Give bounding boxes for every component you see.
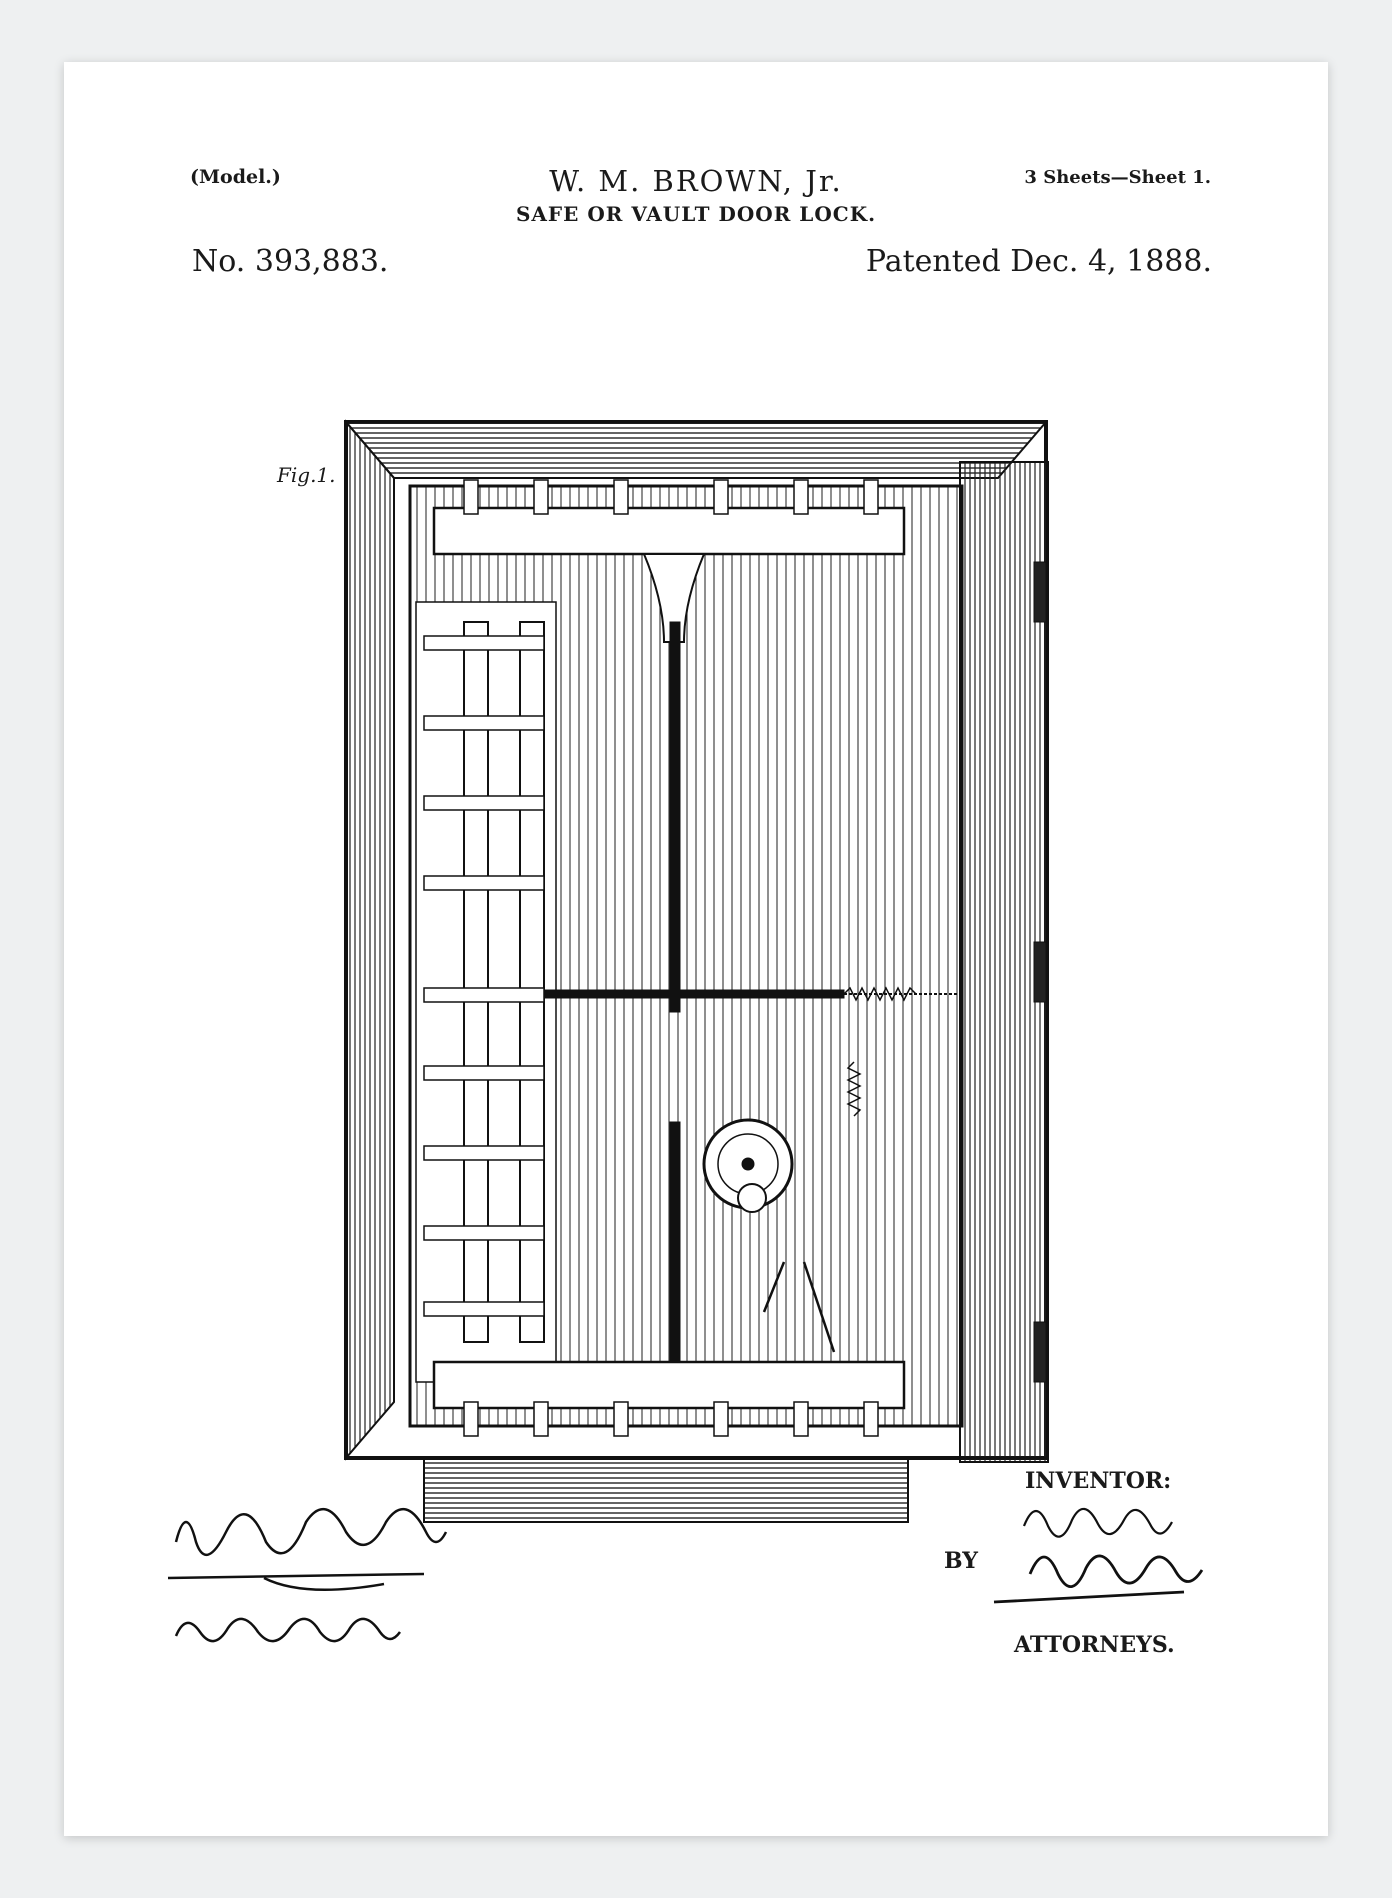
inventor-name: W. M. BROWN, Jr. — [549, 164, 843, 198]
patent-date: Patented Dec. 4, 1888. — [865, 244, 1212, 279]
witness-signature-dietrich — [168, 1509, 446, 1590]
inventor-signature — [1024, 1509, 1172, 1537]
signatures — [64, 62, 1328, 1836]
by-label: BY — [944, 1548, 978, 1574]
attorney-signature — [994, 1556, 1202, 1602]
patent-poster — [64, 62, 1328, 1836]
inventor-label: INVENTOR: — [1025, 1468, 1172, 1494]
witness-signature-sedgwick — [176, 1619, 400, 1641]
figure-label: Fig.1. — [277, 463, 336, 487]
model-label: (Model.) — [190, 166, 281, 188]
patent-number: No. 393,883. — [192, 244, 389, 279]
patent-title: SAFE OR VAULT DOOR LOCK. — [515, 202, 877, 226]
sheet-count: 3 Sheets—Sheet 1. — [1024, 167, 1211, 188]
attorneys-label: ATTORNEYS. — [1014, 1632, 1175, 1658]
